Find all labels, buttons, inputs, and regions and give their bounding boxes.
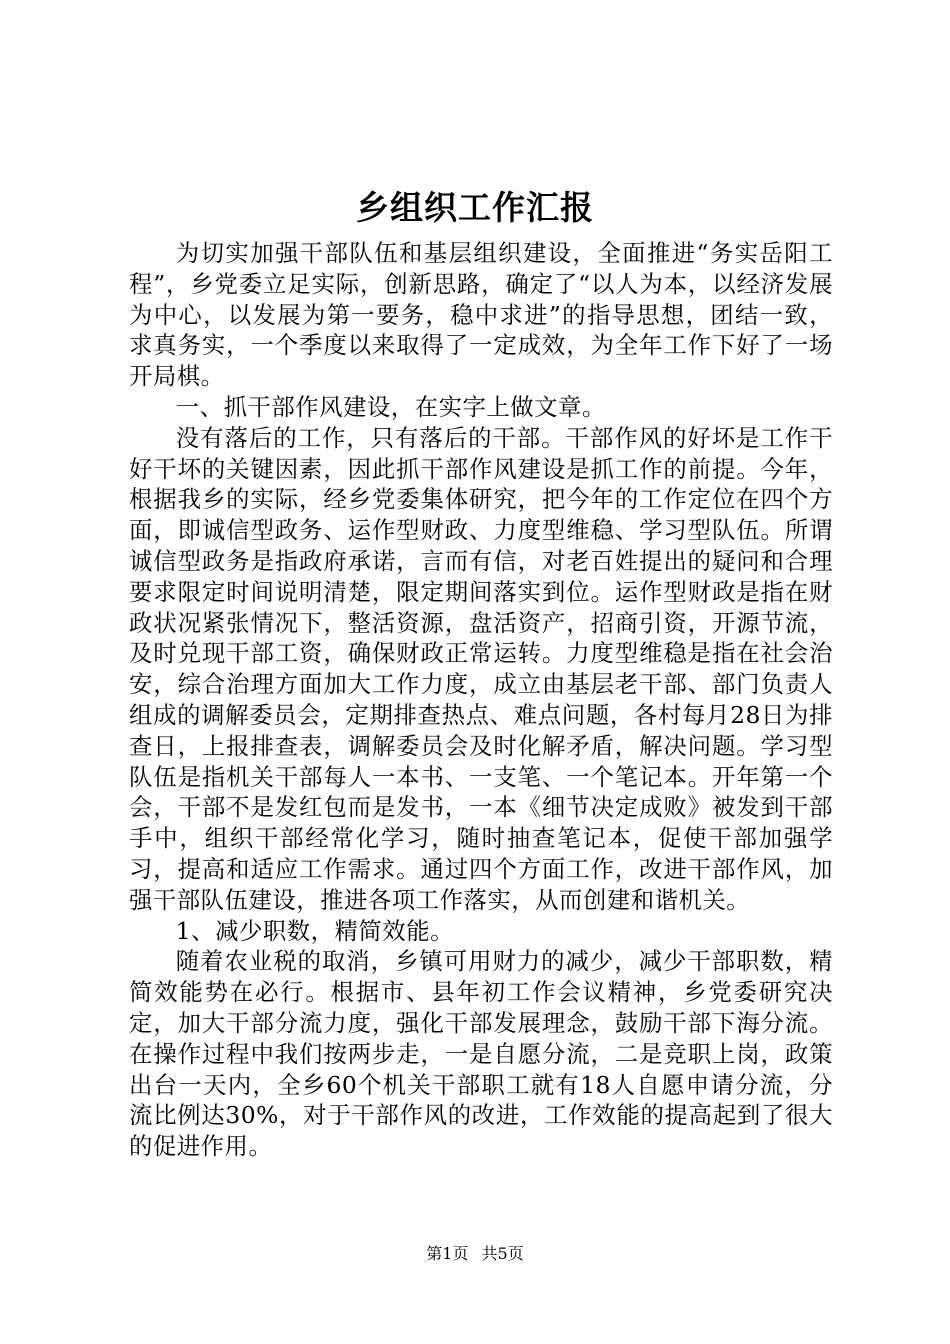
page-footer [0,1243,950,1265]
paragraph-cadre-style: 没有落后的工作，只有落后的干部。干部作风的好坏是工作干好干坏的关键因素，因此抓干部作风建设是抓工作的前提。今年，根据我乡的实际，经乡党委集体研究，把今年的工作定位在四个方面，即诚信型政务、运作型财政、力度型维稳、学习型队伍。所谓诚信型政务是指政府承诺，言而有信，对老百姓提出的疑问和合理要求限定时间说明清楚，限定期间落实到位。运作型财政是指在财政状况紧张情况下，整活资源，盘活资产，招商引资，开源节流，及时兑现干部工资，确保财政正常运转。力度型维稳是指在社会治安，综合治理方面加大工作力度，成立由基层老干部、部门负责人组成的调解委员会，定期排查热点、难点问题，各村每月28日为排查日，上报排查表，调解委员会及时化解矛盾，解决问题。学习型队伍是指机关干部每人一本书、一支笔、一个笔记本。开年第一个会，干部不是发红包而是发书，一本《细节决定成败》被发到干部手中，组织干部经常化学习，随时抽查笔记本，促使干部加强学习，提高和适应工作需求。通过四个方面工作，改进干部作风，加强干部队伍建设，推进各项工作落实，从而创建和谐机关。 [129,423,833,914]
document-body [129,238,833,1162]
subsection-heading-1: 1、减少职数，精简效能。 [175,916,454,945]
paragraph-intro: 为切实加强干部队伍和基层组织建设，全面推进“务实岳阳工程”，乡党委立足实际，创新思路，确定了“以人为本，以经济发展为中心，以发展为第一要务，稳中求进”的指导思想，团结一致，求真务实，一个季度以来取得了一定成效，为全年工作下好了一场开局棋。 [129,239,833,391]
page-total: 共5页 [481,1244,524,1263]
paragraph-streamlining: 随着农业税的取消，乡镇可用财力的减少，减少干部职数，精简效能势在必行。根据市、县年初工作会议精神，乡党委研究决定，加大干部分流力度，强化干部发展理念，鼓励干部下海分流。在操作过程中我们按两步走，一是自愿分流，二是竞职上岗，政策出台一天内，全乡60个机关干部职工就有18人自愿申请分流，分流比例达30%，对于干部作风的改进，工作效能的提高起到了很大的促进作用。 [129,947,833,1161]
page-number: 第1页 [426,1244,469,1263]
document-title: 乡组织工作汇报 [356,188,594,227]
section-heading-1: 一、抓干部作风建设，在实字上做文章。 [175,392,606,421]
